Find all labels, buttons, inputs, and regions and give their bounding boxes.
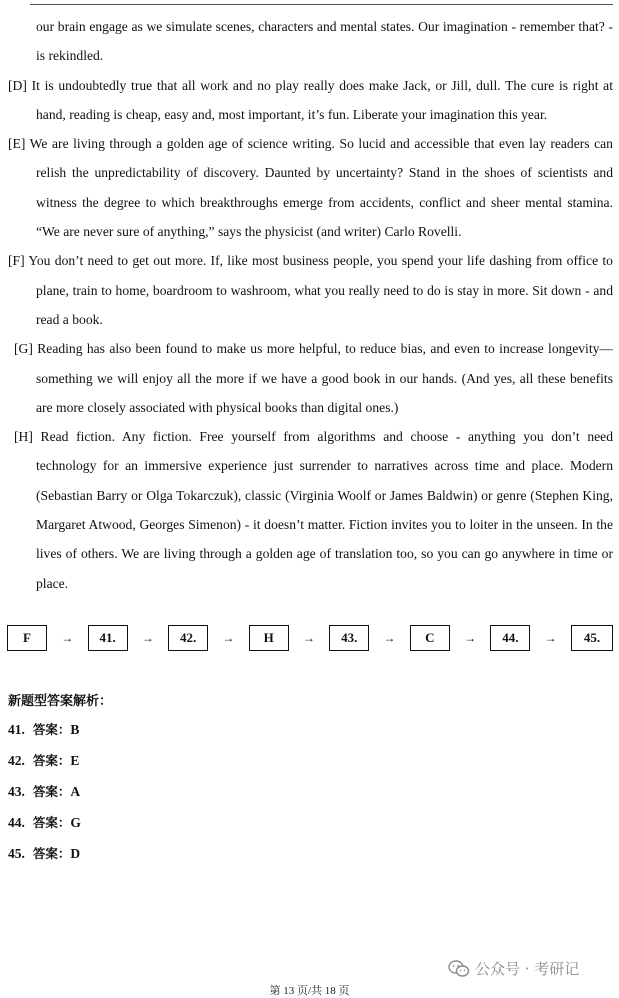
flow-box: F [7, 625, 47, 651]
wechat-icon [448, 960, 470, 978]
flow-box: 42. [168, 625, 208, 651]
paragraph-g: [G] Reading has also been found to make us more helpful, to reduce bias, and even to increase longevity—something we will enjoy all the more if we have a good book in our hands. (And yes, all these benefits are more closely associated with physical books than digital ones.) [14, 341, 613, 415]
arrow-right-icon: → [141, 630, 154, 645]
top-rule [30, 4, 613, 5]
paragraph-tag: [F] [8, 253, 25, 269]
flow-box: H [249, 625, 289, 651]
flow-box: C [410, 625, 450, 651]
watermark: 公众号 · 考研记 [448, 958, 579, 979]
answer-item: 41. 答案：B [8, 722, 80, 737]
answer-item: 43. 答案：A [8, 784, 81, 799]
flow-box: 43. [329, 625, 369, 651]
paragraph-tag: [E] [8, 136, 26, 152]
answer-item: 45. 答案：D [8, 846, 81, 861]
answers-title: 新题型答案解析： [8, 694, 113, 709]
answer-item: 44. 答案：G [8, 815, 81, 830]
flow-box: 44. [490, 625, 530, 651]
paragraph-h: [H] Read fiction. Any fiction. Free yourself from algorithms and choose - anything you don’t need technology for an immersive experience just surrender to narratives across time and place. Modern (Sebastian Barry or Olga Tokarczuk), classic (Virginia Woolf or James Baldwin) or genre (Stephen King, Margaret Atwood, Georges Simenon) - it doesn’t matter. Fiction invites you to loiter in the unseen. In the lives of others. We are living through a golden age of translation too, so you can go anywhere in time or place. [14, 429, 613, 591]
arrow-right-icon: → [61, 630, 74, 645]
order-flow [7, 624, 613, 652]
paragraph-tag: [H] [14, 429, 33, 445]
paragraph-tag: [G] [14, 341, 33, 357]
page-footer: 第 13 页/共 18 页 [269, 985, 350, 997]
answers-list [8, 720, 81, 875]
paragraph-f: [F] You don’t need to get out more. If, like most business people, you spend your life dashing from office to plane, train to home, boardroom to washroom, what you really need to do is stay in more. Sit down - and read a book. [8, 253, 613, 327]
paragraph-e: [E] We are living through a golden age of science writing. So lucid and accessible that even lay readers can relish the unpredictability of discovery. Daunted by uncertainty? Stand in the shoes of scientists and witness the degree to which breakthroughs emerge from accidents, conflict and sheer mental stamina. “We are never sure of anything,” says the physicist (and writer) Carlo Rovelli. [8, 136, 613, 240]
paragraph-c-continued: our brain engage as we simulate scenes, characters and mental states. Our imagination - remember that? - is rekindled. [36, 19, 613, 64]
arrow-right-icon: → [544, 630, 557, 645]
passage [0, 12, 619, 598]
arrow-right-icon: → [383, 630, 396, 645]
arrow-right-icon: → [222, 630, 235, 645]
flow-box: 41. [88, 625, 128, 651]
paragraph-tag: [D] [8, 77, 27, 93]
arrow-right-icon: → [302, 630, 315, 645]
answer-item: 42. 答案：E [8, 753, 80, 768]
arrow-right-icon: → [464, 630, 477, 645]
paragraph-d: [D] It is undoubtedly true that all work and no play really does make Jack, or Jill, dull. The cure is right at hand, reading is cheap, easy and, most important, it’s fun. Liberate your imagination this year. [8, 77, 613, 122]
flow-box: 45. [571, 625, 613, 651]
